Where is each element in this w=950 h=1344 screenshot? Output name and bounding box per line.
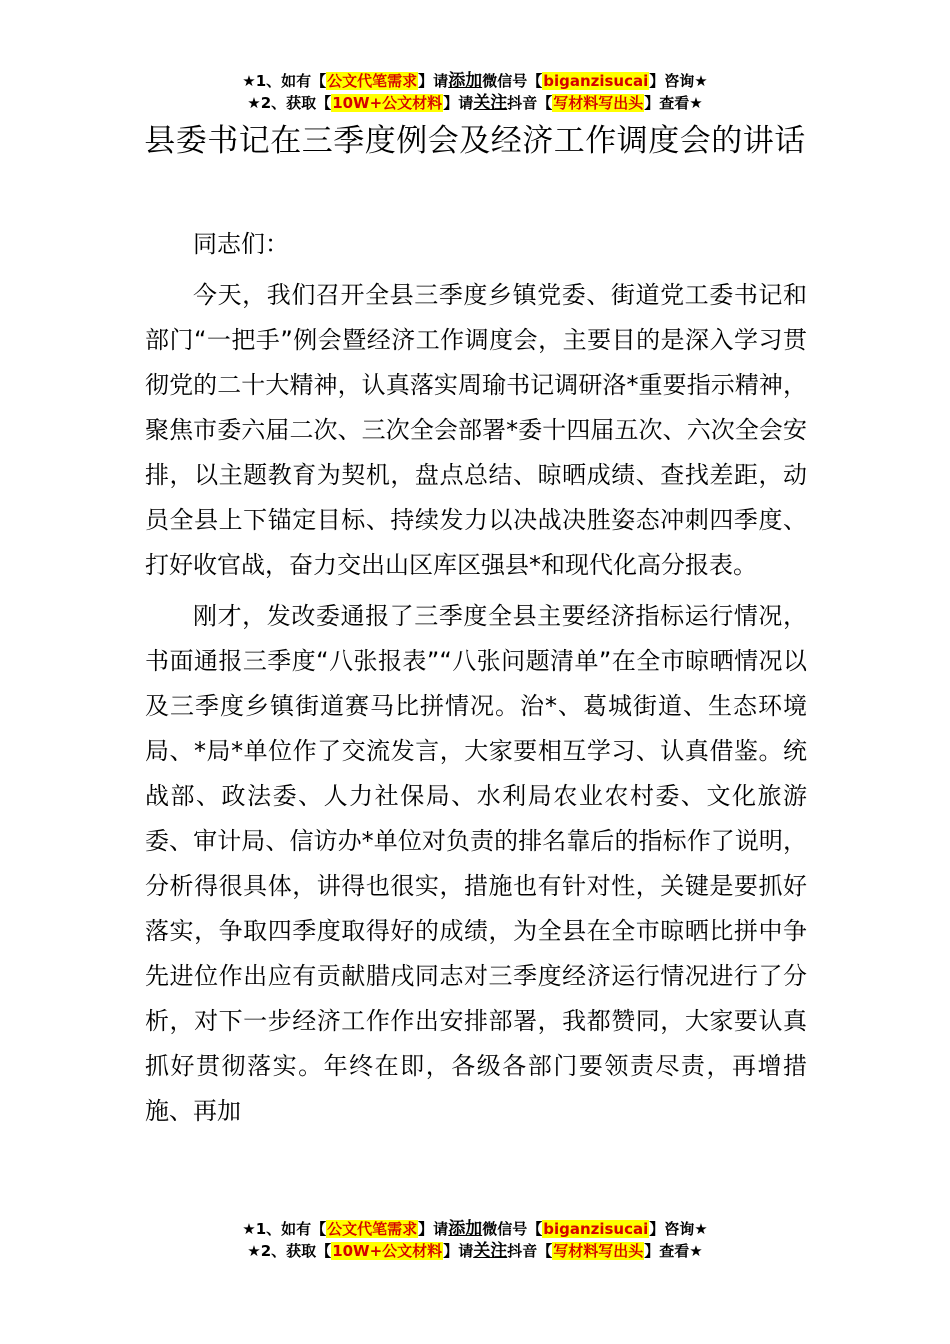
- notice-highlight: biganzisucai: [543, 72, 649, 90]
- notice-line-2: ★2、获取【10W+公文材料】请关注抖音【写材料写出头】查看★: [247, 1241, 703, 1261]
- paragraph: 今天，我们召开全县三季度乡镇党委、街道党工委书记和部门“一把手”例会暨经济工作调度会，主要目的是深入学习贯彻党的二十大精神，认真落实周瑜书记调研洛*重要指示精神，聚焦市委六届二次、三次全会部署*委十四届五次、六次全会安排，以主题教育为契机，盘点总结、晾晒成绩、查找差距，动员全县上下锚定目标、持续发力以决战决胜姿态冲刺四季度、打好收官战，奋力交出山区库区强县*和现代化高分报表。: [145, 281, 807, 579]
- footer-notice: [0, 1218, 950, 1262]
- notice-line-1: ★1、如有【公文代笔需求】请添加微信号【biganzisucai】咨询★: [242, 1219, 708, 1239]
- notice-highlight: biganzisucai: [543, 1220, 649, 1238]
- document-title: 县委书记在三季度例会及经济工作调度会的讲话: [144, 123, 806, 159]
- notice-highlight: 10W+公文材料: [332, 1242, 443, 1260]
- notice-highlight: 写材料写出头: [553, 94, 644, 112]
- header-notice: [0, 70, 950, 114]
- notice-highlight: 写材料写出头: [553, 1242, 644, 1260]
- document-body: [145, 222, 807, 1134]
- notice-highlight: 公文代笔需求: [327, 72, 418, 90]
- notice-line-1: ★1、如有【公文代笔需求】请添加微信号【biganzisucai】咨询★: [242, 71, 708, 91]
- salutation: 同志们：: [193, 230, 289, 258]
- notice-highlight: 10W+公文材料: [332, 94, 443, 112]
- notice-line-2: ★2、获取【10W+公文材料】请关注抖音【写材料写出头】查看★: [247, 93, 703, 113]
- paragraph: 刚才，发改委通报了三季度全县主要经济指标运行情况，书面通报三季度“八张报表”“八张问题清单”在全市晾晒情况以及三季度乡镇街道赛马比拼情况。治*、葛城街道、生态环境局、*局*单位作了交流发言，大家要相互学习、认真借鉴。统战部、政法委、人力社保局、水利局农业农村委、文化旅游委、审计局、信访办*单位对负责的排名靠后的指标作了说明，分析得很具体，讲得也很实，措施也有针对性，关键是要抓好落实，争取四季度取得好的成绩，为全县在全市晾晒比拼中争先进位作出应有贡献腊戌同志对三季度经济运行情况进行了分析，对下一步经济工作作出安排部署，我都赞同，大家要认真抓好贯彻落实。年终在即，各级各部门要领责尽责，再增措施、再加: [145, 602, 807, 1125]
- notice-highlight: 公文代笔需求: [327, 1220, 418, 1238]
